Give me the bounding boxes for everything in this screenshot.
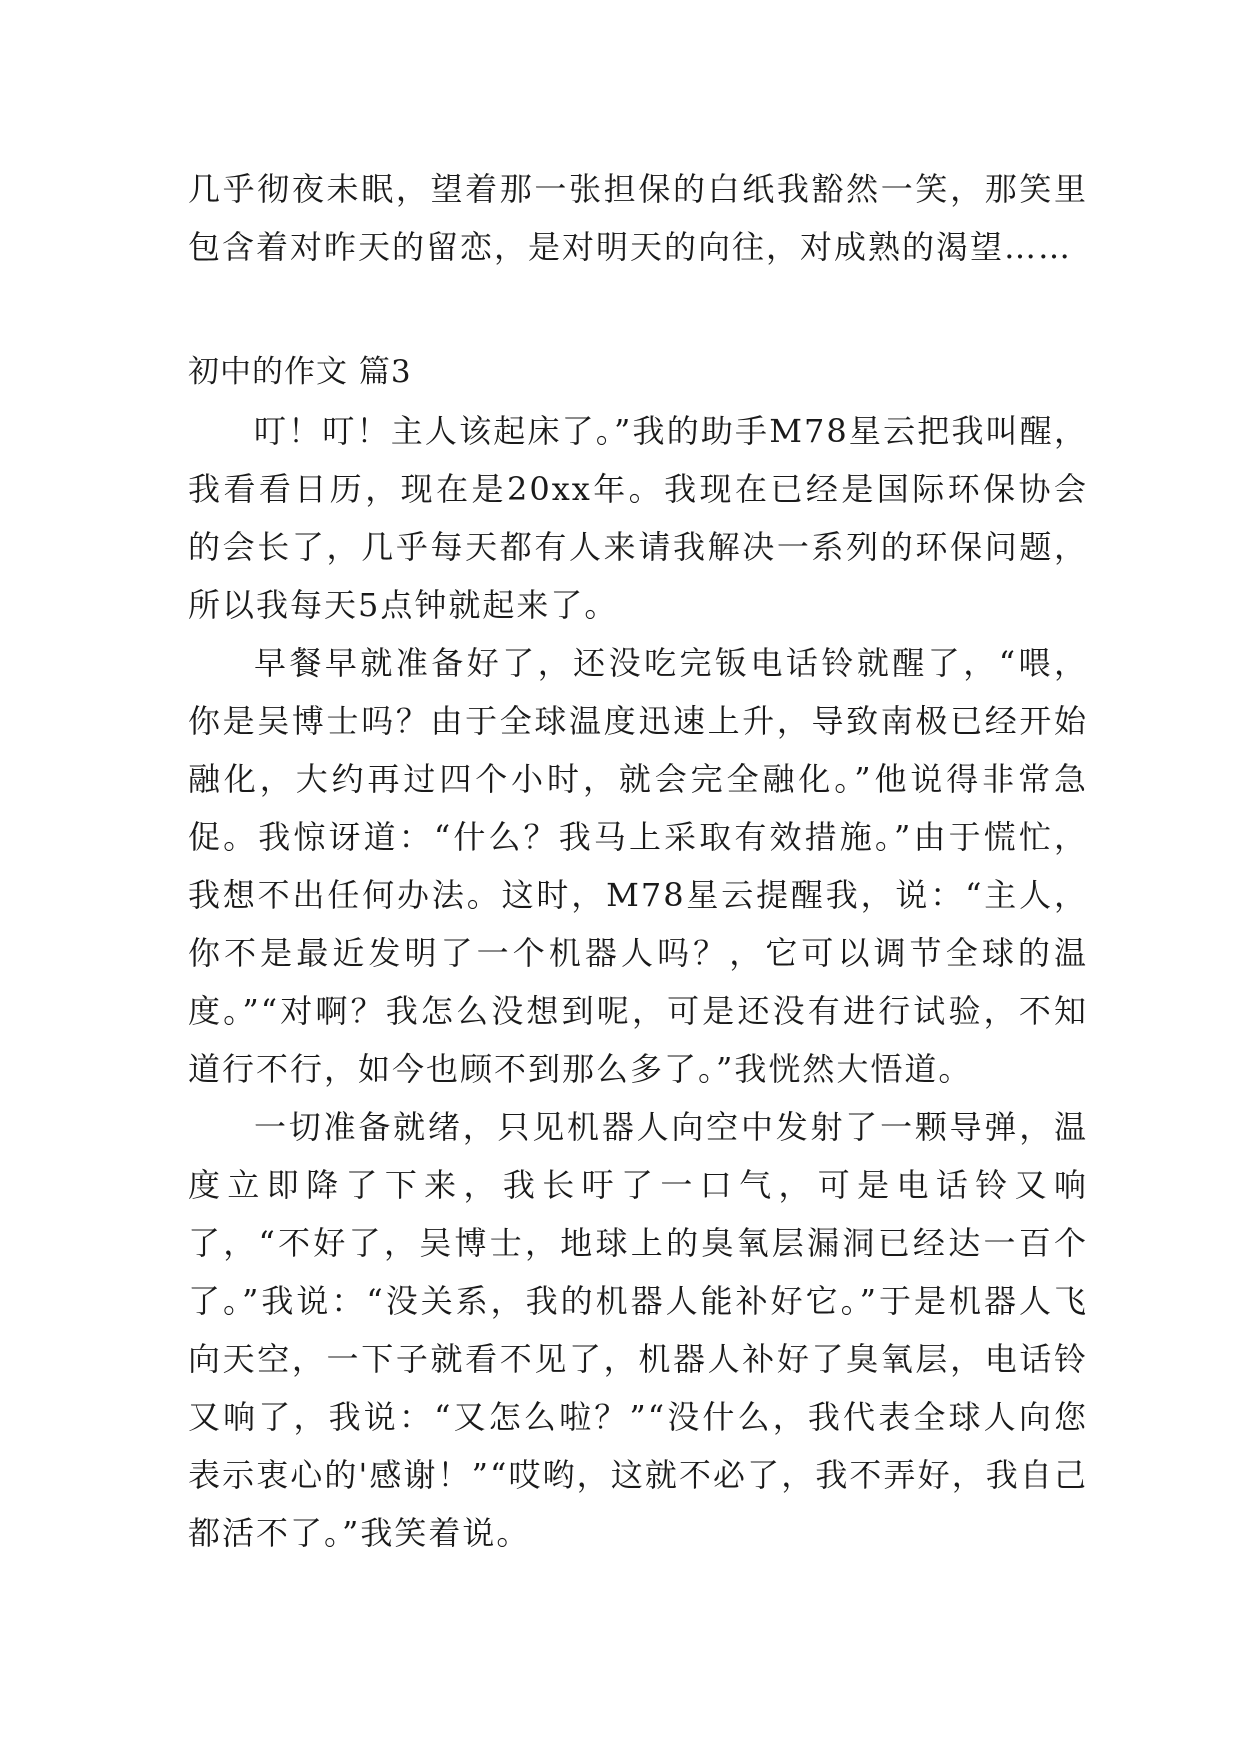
lead-paragraph: 几乎彻夜未眠，望着那一张担保的白纸我豁然一笑，那笑里包含着对昨天的留恋，是对明天的向往，对成熟的渴望…… [188, 170, 1088, 266]
body-paragraph-3: 一切准备就绪，只见机器人向空中发射了一颗导弹，温度立即降了下来，我长吁了一口气，可是电话铃又响了，“不好了，吴博士，地球上的臭氧层漏洞已经达一百个了。”我说：“没关系，我的机器人能补好它。”于是机器人飞向天空，一下子就看不见了，机器人补好了臭氧层，电话铃又响了，我说：“又怎么啦？”“没什么，我代表全球人向您表示衷心的'感谢！”“哎哟，这就不必了，我不弄好，我自己都活不了。”我笑着说。 [188, 1108, 1088, 1552]
body-paragraph-2: 早餐早就准备好了，还没吃完钣电话铃就醒了，“喂，你是吴博士吗？由于全球温度迅速上升，导致南极已经开始融化，大约再过四个小时，就会完全融化。”他说得非常急促。我惊讶道：“什么？我马上采取有效措施。”由于慌忙，我想不出任何办法。这时，M78星云提醒我，说：“主人，你不是最近发明了一个机器人吗？，它可以调节全球的温度。”“对啊？我怎么没想到呢，可是还没有进行试验，不知道行不行，如今也顾不到那么多了。”我恍然大悟道。 [188, 644, 1088, 1088]
section-heading: 初中的作文 篇3 [188, 354, 412, 390]
body-paragraph-1: 叮！叮！主人该起床了。”我的助手M78星云把我叫醒，我看看日历，现在是20xx年。我现在已经是国际环保协会的会长了，几乎每天都有人来请我解决一系列的环保问题，所以我每天5点钟就起来了。 [188, 412, 1088, 624]
document-body [188, 160, 1088, 1562]
